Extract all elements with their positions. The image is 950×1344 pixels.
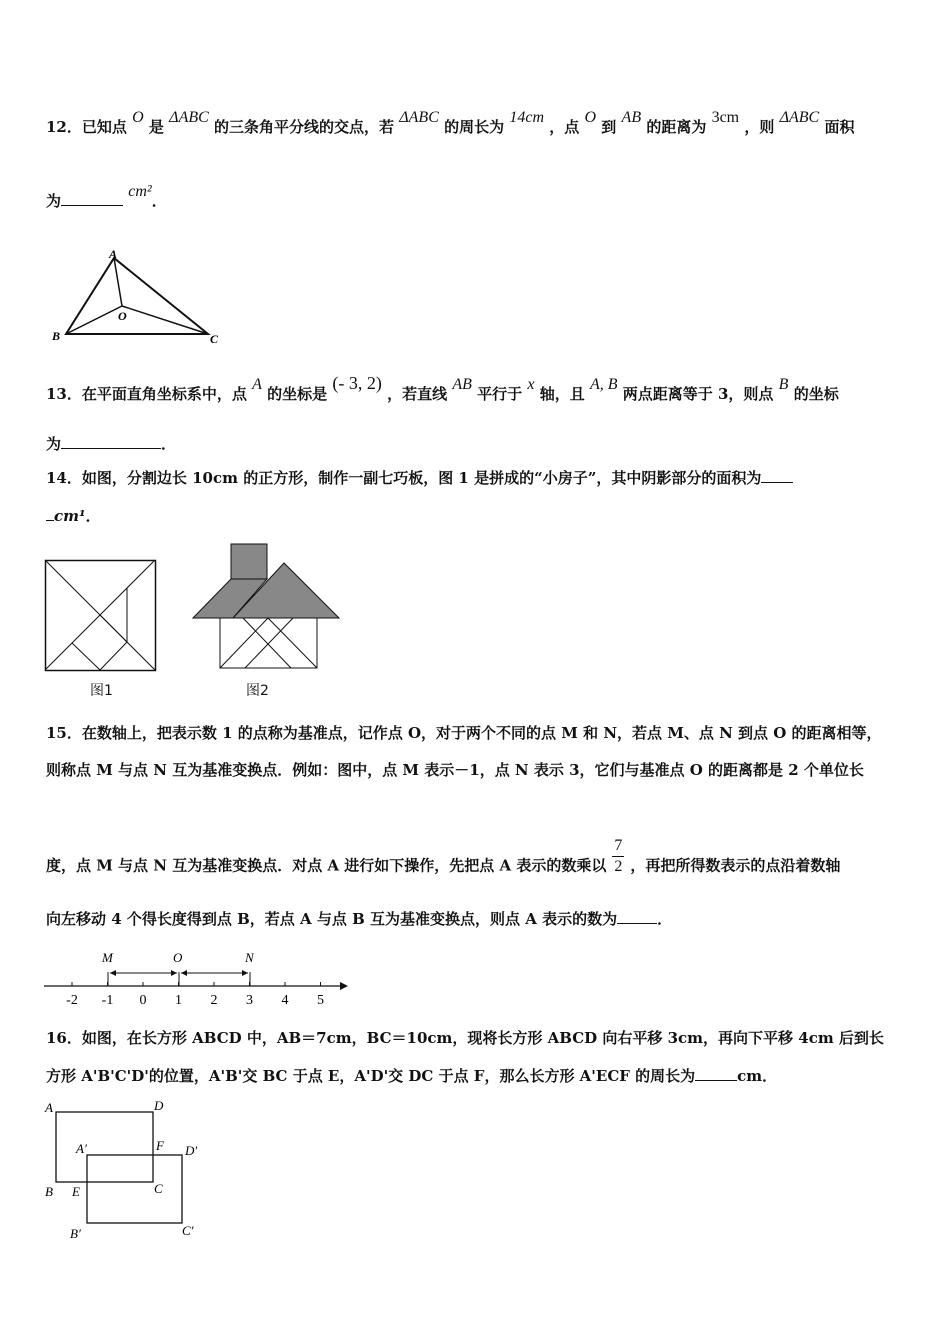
label-d: D [154, 1098, 164, 1113]
tick-label: 4 [281, 993, 289, 1008]
math-ab: AB [452, 376, 472, 393]
q12-triangle-figure [48, 248, 228, 348]
math-x: x [527, 376, 535, 393]
q13-text: 的坐标是 [267, 385, 328, 403]
math-distance: 3cm [711, 109, 740, 126]
math-triangle-abc: ΔABC [399, 109, 439, 126]
q13-line1 [46, 373, 839, 404]
arrowhead [181, 970, 187, 976]
q12-text: 为 [46, 192, 62, 210]
rectangles-figure [42, 1098, 212, 1248]
q15-text: 向左移动 4 个得长度得到点 B，若点 A 与点 B 互为基准变换点，则点 A 表示的数为 [46, 910, 618, 928]
label-m: M [102, 950, 113, 965]
math-unit: cm² [128, 183, 152, 200]
label-n: N [245, 950, 254, 965]
q12-end: ． [151, 192, 167, 210]
tick-label: 3 [246, 993, 253, 1008]
q12-line1 [46, 109, 855, 137]
q12-text: 是 [148, 118, 164, 136]
q15-text: 度，点 M 与点 N 互为基准变换点．对点 A 进行如下操作，先把点 A 表示的数乘以 [46, 856, 607, 875]
arrowhead [110, 970, 116, 976]
math-ab: AB [621, 109, 642, 126]
tick-label: 2 [210, 993, 218, 1008]
q12-text: ，点 [549, 118, 580, 136]
q15-end: ． [657, 910, 673, 928]
figure-2-caption: 图2 [246, 683, 269, 699]
label-f: F [156, 1138, 164, 1153]
q12-text: 的周长为 [444, 118, 505, 136]
q12-text: 到 [601, 118, 617, 136]
q14-line2 [46, 505, 101, 526]
q13-number: 13． [46, 385, 82, 403]
q13-text: 的坐标 [793, 385, 839, 403]
q16-text: cm． [737, 1067, 778, 1085]
tick-label: 0 [139, 993, 147, 1008]
q13-text: 为 [46, 435, 62, 453]
label-a: A [109, 247, 118, 261]
tick-label: 5 [317, 993, 324, 1008]
answer-blank[interactable] [61, 434, 161, 449]
q12-number: 12． [46, 118, 82, 136]
number-line-figure [44, 946, 354, 1008]
arrowhead [171, 970, 177, 976]
label-c: C [210, 332, 219, 346]
label-o: O [173, 950, 183, 965]
answer-blank[interactable] [46, 506, 54, 521]
figure-1-caption: 图1 [90, 683, 113, 699]
label-e: E [72, 1184, 80, 1199]
segment-co [122, 306, 208, 334]
q14-line1 [46, 467, 793, 488]
math-triangle-abc: ΔABC [169, 109, 209, 126]
q13-text: 在平面直角坐标系中，点 [81, 385, 247, 403]
axis-arrow [340, 982, 348, 990]
math-perimeter: 14cm [509, 109, 545, 126]
q13-text: 两点距离等于 3，则点 [622, 385, 774, 403]
q15-text: ，再把所得数表示的点沿着数轴 [630, 856, 841, 875]
math-o: O [132, 109, 144, 126]
q12-text: ，则 [744, 118, 775, 136]
label-d-prime: D′ [185, 1143, 198, 1158]
rect-a2b2c2d2 [87, 1155, 182, 1223]
q15-line4 [46, 908, 672, 929]
segment-ao [114, 258, 122, 306]
label-a: A [45, 1100, 53, 1115]
math-b: B [778, 376, 789, 393]
q12-text: 面积 [824, 118, 855, 136]
q15-line1 [46, 722, 882, 743]
q14-end: ． [85, 507, 101, 525]
q12-line2 [46, 183, 167, 211]
math-o: O [584, 109, 597, 126]
tick-label: 1 [175, 993, 182, 1008]
tangram-house-figure [193, 543, 343, 673]
q15-text: 15．在数轴上，把表示数 1 的点称为基准点，记作点 O，对于两个不同的点 M 和 N，若点 M、点 N 到点 O 的距离相等， [46, 724, 882, 742]
q16-text: 16．如图，在长方形 ABCD 中，AB＝7cm，BC＝10cm，现将长方形 ABCD 向右平移 3cm，再向下平移 4cm 后到长 [46, 1029, 884, 1047]
q12-text: 的距离为 [646, 118, 707, 136]
q15-text: 则称点 M 与点 N 互为基准变换点．例如：图中，点 M 表示－1，点 N 表示 3，它们与基准点 O 的距离都是 2 个单位长 [46, 761, 864, 779]
rect-abcd [56, 1112, 153, 1182]
tangram-line [100, 642, 127, 670]
math-a: A [252, 376, 262, 393]
label-b-prime: B′ [70, 1226, 81, 1241]
tick-label: -2 [66, 993, 78, 1008]
label-o: O [118, 309, 127, 323]
answer-blank[interactable] [761, 468, 793, 483]
tangram-line [72, 643, 100, 670]
q16-line1 [46, 1027, 884, 1048]
q12-text: 的三条角平分线的交点，若 [214, 118, 395, 136]
q13-end: ． [161, 435, 177, 453]
label-b: B [52, 329, 61, 343]
fraction-seven-halves [612, 836, 624, 877]
tangram-square-figure [45, 560, 157, 672]
answer-blank[interactable] [695, 1066, 737, 1081]
label-b: B [45, 1184, 53, 1199]
label-a-prime: A′ [76, 1141, 87, 1156]
q13-text: 平行于 [477, 385, 523, 403]
q13-text: ，若直线 [387, 385, 448, 403]
label-c: C [154, 1181, 163, 1196]
q15-line2 [46, 759, 864, 780]
q13-text: 轴，且 [539, 385, 585, 403]
q14-unit: cm¹ [54, 507, 86, 525]
math-a-b: A, B [589, 376, 618, 393]
tick-label: -1 [101, 993, 114, 1008]
q12-text: 已知点 [81, 118, 127, 136]
arrowhead [242, 970, 248, 976]
q16-text: 方形 A'B'C'D'的位置，A'B'交 BC 于点 E，A'D'交 DC 于点 F，那么长方形 A'ECF 的周长为 [46, 1067, 696, 1085]
q15-line3 [46, 837, 841, 887]
answer-blank[interactable] [617, 909, 657, 924]
house-chimney [231, 544, 267, 579]
q13-line2 [46, 433, 176, 454]
q14-text: 14．如图，分割边长 10cm 的正方形，制作一副七巧板，图 1 是拼成的“小房子”，其中阴影部分的面积为 [46, 469, 762, 487]
math-triangle-abc: ΔABC [779, 109, 820, 126]
math-coordinate: (- 3, 2) [332, 373, 382, 393]
label-c-prime: C′ [182, 1223, 194, 1238]
q16-line2 [46, 1065, 777, 1086]
fraction-numerator: 7 [612, 836, 624, 857]
answer-blank[interactable] [61, 191, 123, 206]
fraction-denominator: 2 [614, 858, 623, 875]
